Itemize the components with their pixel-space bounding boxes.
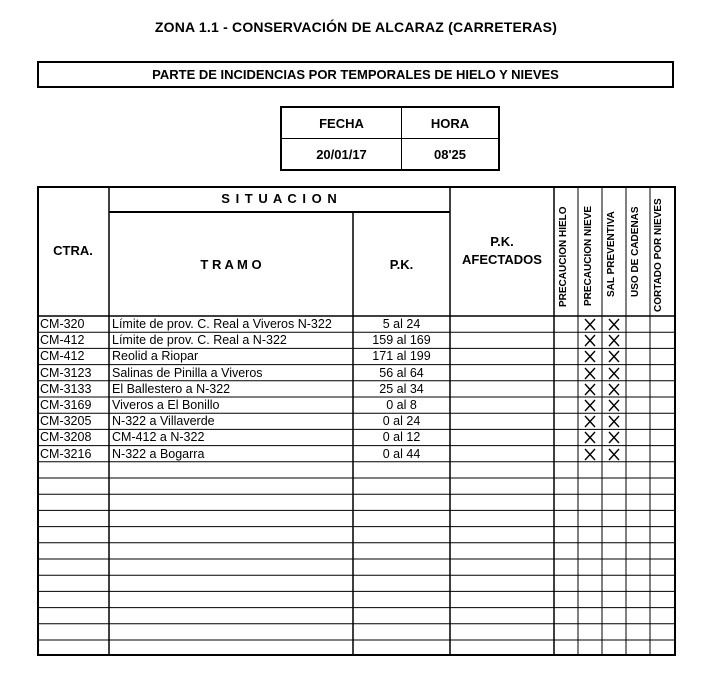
x-mark-precaucion-nieve <box>583 448 597 461</box>
fecha-value: 20/01/17 <box>281 139 402 171</box>
cell-pk: 171 al 199 <box>372 349 431 364</box>
x-mark-sal-preventiva <box>607 399 621 412</box>
header-pk: P.K. <box>389 257 414 272</box>
header-precaucion-hielo: PRECAUCION HIELO <box>558 206 569 307</box>
header-cortado-nieves: CORTADO POR NIEVES <box>653 198 664 312</box>
fecha-label: FECHA <box>281 107 402 139</box>
x-mark-sal-preventiva <box>607 383 621 396</box>
x-mark-sal-preventiva <box>607 415 621 428</box>
cell-pk: 5 al 24 <box>382 317 421 331</box>
cell-pk: 0 al 12 <box>382 430 421 445</box>
x-mark-precaucion-nieve <box>583 334 597 347</box>
cell-tramo: CM-412 a N-322 <box>112 430 205 445</box>
cell-tramo: El Ballestero a N-322 <box>112 381 231 396</box>
x-mark-sal-preventiva <box>607 448 621 461</box>
x-mark-precaucion-nieve <box>583 415 597 428</box>
report-subtitle: PARTE DE INCIDENCIAS POR TEMPORALES DE HIELO Y NIEVES <box>152 67 559 82</box>
cell-tramo: Límite de prov. C. Real a Viveros N-322 <box>112 317 332 331</box>
x-mark-precaucion-nieve <box>583 367 597 380</box>
x-mark-sal-preventiva <box>607 318 621 331</box>
cell-ctra: CM-412 <box>40 333 85 348</box>
x-mark-sal-preventiva <box>607 367 621 380</box>
header-ctra: CTRA. <box>53 243 93 258</box>
report-subtitle-box <box>37 61 674 88</box>
cell-ctra: CM-320 <box>40 317 85 331</box>
cell-tramo: Reolid a Riopar <box>112 349 199 364</box>
cell-tramo: Límite de prov. C. Real a N-322 <box>112 333 287 348</box>
cell-pk: 56 al 64 <box>379 365 424 380</box>
cell-pk: 0 al 24 <box>382 414 421 429</box>
cell-pk: 25 al 34 <box>379 381 424 396</box>
cell-ctra: CM-3133 <box>40 381 92 396</box>
cell-ctra: CM-3208 <box>40 430 92 445</box>
header-sal-preventiva: SAL PREVENTIVA <box>606 211 617 297</box>
x-mark-precaucion-nieve <box>583 318 597 331</box>
cell-tramo: Salinas de Pinilla a Viveros <box>112 365 263 380</box>
header-pk-afectados-line1: P.K. <box>490 234 514 249</box>
page-title: ZONA 1.1 - CONSERVACIÓN DE ALCARAZ (CARRETERAS) <box>154 19 558 35</box>
cell-ctra: CM-3169 <box>40 398 92 412</box>
header-precaucion-nieve: PRECAUCION NIEVE <box>583 205 594 306</box>
x-mark-sal-preventiva <box>607 334 621 347</box>
header-uso-cadenas: USO DE CADENAS <box>630 206 641 297</box>
x-mark-sal-preventiva <box>607 350 621 363</box>
cell-ctra: CM-3205 <box>40 414 92 429</box>
cell-pk: 0 al 44 <box>382 446 421 461</box>
header-tramo: T R A M O <box>200 257 262 272</box>
x-mark-sal-preventiva <box>607 431 621 444</box>
header-situacion: S I T U A C I O N <box>221 191 338 206</box>
cell-tramo: Viveros a El Bonillo <box>112 398 220 412</box>
cell-ctra: CM-3123 <box>40 365 92 380</box>
x-mark-precaucion-nieve <box>583 350 597 363</box>
incidents-table <box>37 186 676 656</box>
cell-tramo: N-322 a Villaverde <box>112 414 215 429</box>
x-mark-precaucion-nieve <box>583 431 597 444</box>
x-mark-precaucion-nieve <box>583 399 597 412</box>
cell-ctra: CM-3216 <box>40 446 92 461</box>
cell-tramo: N-322 a Bogarra <box>112 446 205 461</box>
fecha-hora-table <box>280 106 500 171</box>
hora-value: 08'25 <box>402 139 500 171</box>
cell-pk: 0 al 8 <box>386 398 417 412</box>
hora-label: HORA <box>402 107 500 139</box>
x-mark-precaucion-nieve <box>583 383 597 396</box>
cell-pk: 159 al 169 <box>372 333 431 348</box>
header-pk-afectados-line2: AFECTADOS <box>462 252 542 267</box>
cell-ctra: CM-412 <box>40 349 85 364</box>
